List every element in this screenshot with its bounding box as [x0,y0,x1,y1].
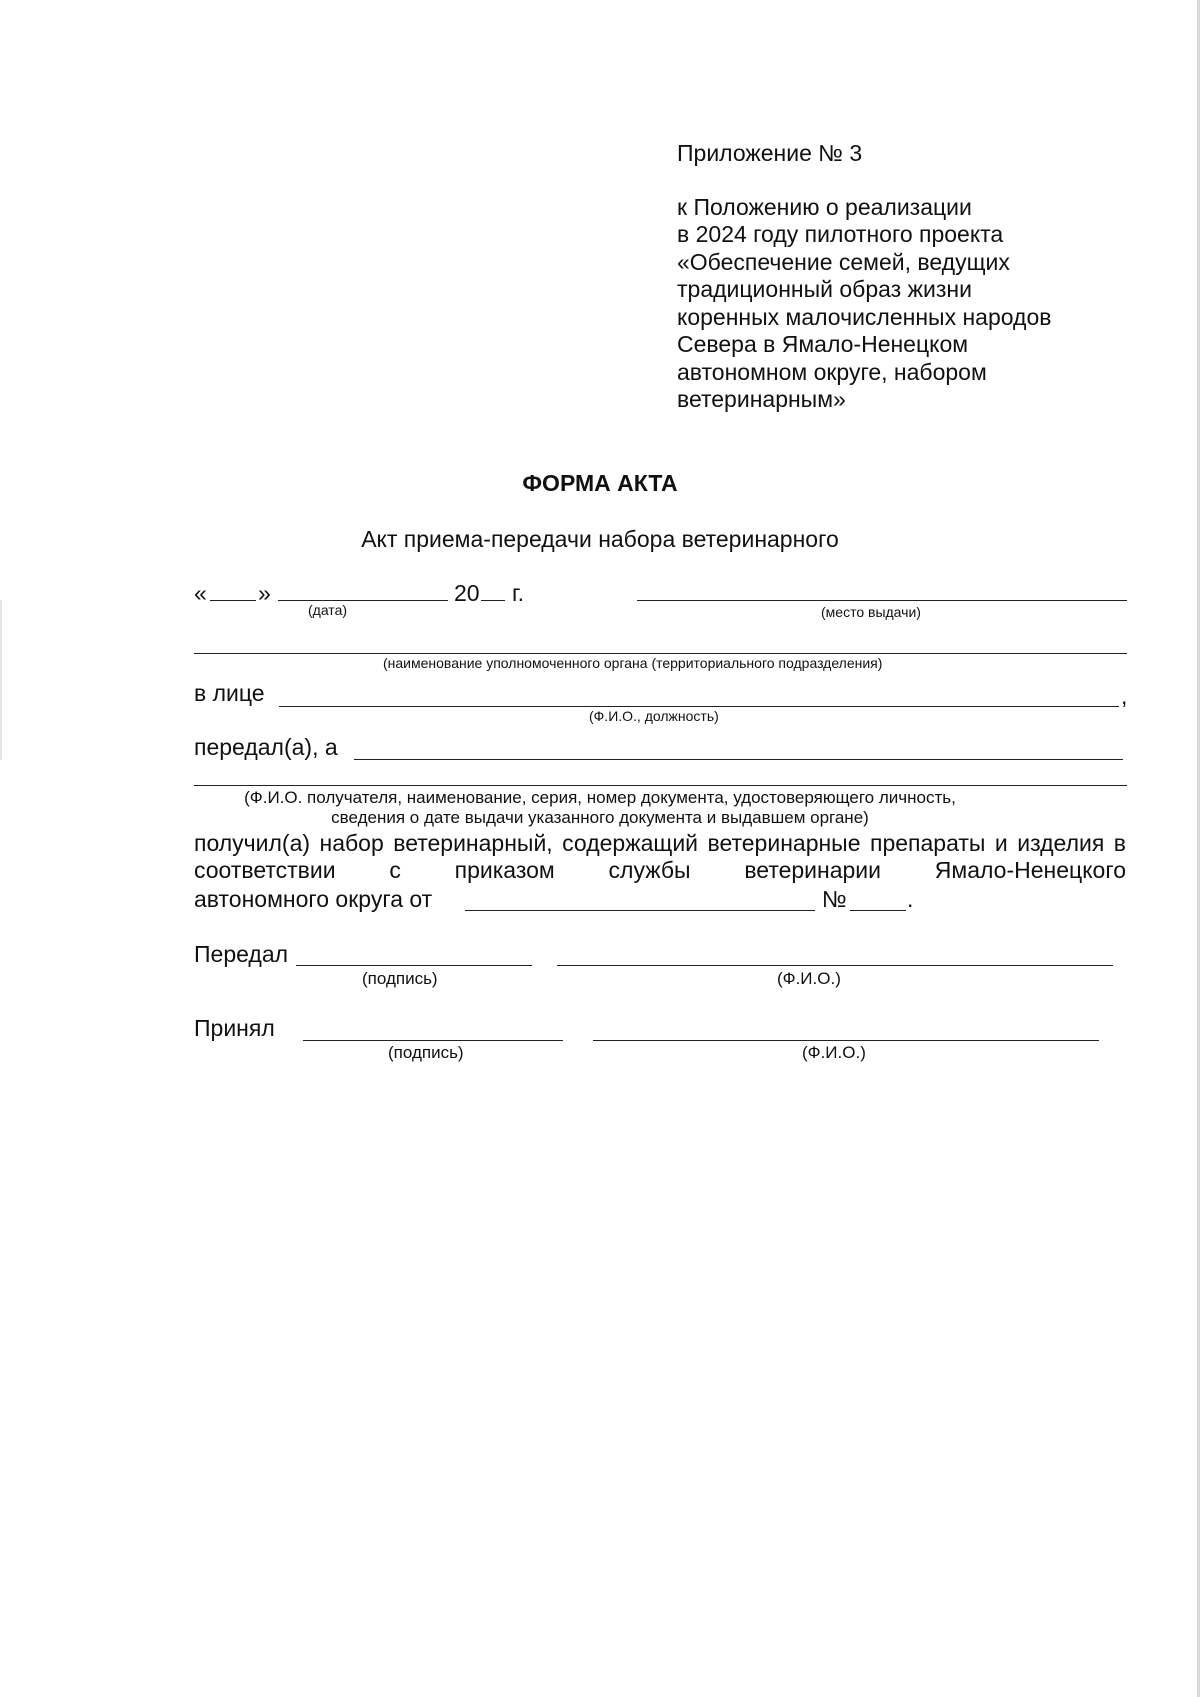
order-date-prefix: автономного округа от [194,886,433,912]
order-period: . [907,886,914,912]
order-number-field-line[interactable] [850,910,906,911]
scan-edge-left [0,600,2,760]
accepted-name-caption: (Ф.И.О.) [802,1043,866,1062]
date-caption: (дата) [308,602,348,618]
form-title: ФОРМА АКТА [522,470,678,496]
accepted-signature-line[interactable] [303,1040,563,1041]
handed-name-line[interactable] [557,965,1113,966]
accepted-signature-caption: (подпись) [388,1043,464,1062]
recipient-caption [0,788,1200,828]
recipient-caption-line: сведения о дате выдачи указанного документа и выдавшем органе) [331,808,869,827]
month-field-line[interactable] [278,600,448,601]
act-title: Акт приема-передачи набора ветеринарного [361,526,839,552]
handed-label: Передал [194,941,289,967]
handed-signature-caption: (подпись) [362,969,438,988]
transferred-field-line[interactable] [354,759,1123,760]
appendix-line: коренных малочисленных народов [677,303,1052,330]
handed-name-caption: (Ф.И.О.) [777,969,841,988]
person-caption: (Ф.И.О., должность) [589,708,719,724]
recipient-caption-line: (Ф.И.О. получателя, наименование, серия, номер документа, удостоверяющего личность, [244,788,956,807]
appendix-line: «Обеспечение семей, ведущих [677,248,1010,275]
transferred-label: передал(а), а [194,734,338,760]
date-quote-close: » [258,580,271,606]
appendix-header [677,140,1097,414]
person-field-line[interactable] [279,706,1119,707]
year-suffix: г. [512,580,524,606]
appendix-number: Приложение № 3 [677,140,863,166]
handed-signature-line[interactable] [296,965,532,966]
order-number-sign: № [822,886,847,912]
recipient-field-line[interactable] [194,785,1127,786]
received-paragraph [194,830,1126,884]
date-quote-open: « [194,580,207,606]
appendix-line: в 2024 году пилотного проекта [677,221,1004,247]
person-label: в лице [194,680,265,706]
appendix-line: традиционный образ жизни [677,276,972,302]
day-field-line[interactable] [210,600,256,601]
appendix-line: к Положению о реализации [677,193,972,220]
appendix-line: ветеринарным» [677,386,846,412]
year-field-line[interactable] [481,600,505,601]
person-comma: , [1121,683,1128,709]
authority-field-line[interactable] [194,653,1127,654]
appendix-line: автономном округе, набором [677,358,987,385]
order-date-field-line[interactable] [465,910,815,911]
appendix-line: Севера в Ямало-Ненецком [677,331,969,357]
accepted-name-line[interactable] [593,1040,1099,1041]
year-prefix: 20 [454,580,480,606]
place-caption: (место выдачи) [821,604,921,620]
authority-caption: (наименование уполномоченного органа (территориального подразделения) [383,655,883,671]
received-text: получил(а) набор ветеринарный, содержащий ветеринарные препараты и изделия в соответствии с приказом службы ветеринарии Ямало-Ненецкого [194,830,1126,883]
place-field-line[interactable] [637,600,1127,601]
accepted-label: Принял [194,1015,275,1041]
